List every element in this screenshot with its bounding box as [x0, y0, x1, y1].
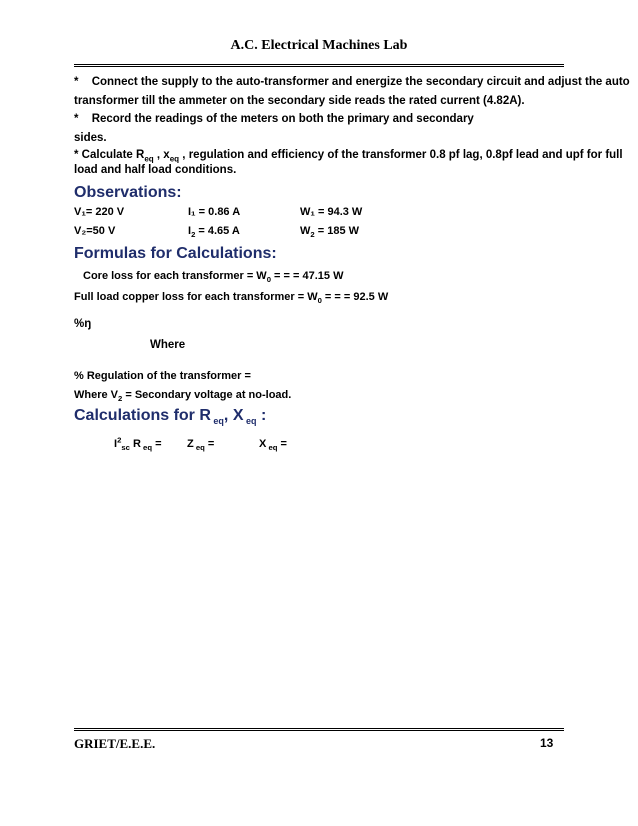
calc-heading-text: Calculations for R: [74, 407, 211, 424]
x-equals: =: [277, 438, 287, 450]
efficiency-label: %ŋ: [74, 318, 92, 330]
core-loss-formula: [83, 270, 344, 285]
observation-v1: V₁= 220 V: [74, 206, 125, 218]
r-label: R: [129, 438, 141, 450]
z-subscript: eq: [193, 443, 205, 453]
r-subscript: eq: [140, 443, 153, 453]
where-v2-text: Where V: [74, 389, 119, 401]
step-3-text-mid: , x: [153, 149, 170, 161]
calc-heading-colon: :: [256, 407, 267, 424]
i2-subscript: 2: [191, 230, 196, 240]
req-subscript: eq: [144, 154, 154, 164]
step-2: [74, 113, 474, 125]
footer-institution: GRIET/E.E.E.: [74, 736, 156, 751]
step-3-text-post: , regulation and efficiency of the transformer 0.8 pf lag, 0.8pf lead and upf for full: [179, 149, 623, 161]
calc-heading-mid: , X: [223, 407, 244, 424]
step-1-bullet: *: [74, 76, 79, 88]
header-divider: [74, 64, 564, 67]
x-label: X: [259, 438, 267, 450]
step-2-line-2: sides.: [74, 132, 107, 144]
step-1-line-1: Connect the supply to the auto-transformer and energize the secondary circuit and adjust the auto: [91, 76, 630, 88]
i2-label: I: [188, 225, 192, 237]
observations-heading: Observations:: [74, 184, 182, 201]
copper-loss-text: Full load copper loss for each transformer = W: [74, 291, 318, 303]
w2-subscript: 2: [310, 230, 315, 240]
step-1-line-2: transformer till the ammeter on the secondary side reads the rated current (4.82A).: [74, 95, 525, 107]
i2-value: = 4.65 A: [195, 225, 240, 237]
footer-divider: [74, 728, 564, 731]
calc-heading-xeq-subscript: eq: [243, 416, 257, 427]
step-2-line-1: Record the readings of the meters on both the primary and secondary: [91, 113, 474, 125]
formulas-heading: Formulas for Calculations:: [74, 245, 277, 262]
core-loss-value: = = = 47.15 W: [270, 270, 344, 282]
core-loss-text: Core loss for each transformer = W: [83, 270, 267, 282]
step-2-bullet: *: [74, 113, 79, 125]
copper-loss-subscript: 0: [317, 296, 322, 306]
w2-label: W: [300, 225, 311, 237]
x-subscript: eq: [266, 443, 278, 453]
calculations-heading: [74, 407, 266, 425]
regulation-formula: % Regulation of the transformer =: [74, 370, 251, 382]
copper-loss-formula: [74, 291, 389, 306]
xeq-subscript: eq: [169, 154, 180, 164]
where-v2-description: = Secondary voltage at no-load.: [122, 389, 292, 401]
page-header-title: A.C. Electrical Machines Lab: [230, 38, 408, 53]
calc-xeq: [259, 438, 287, 453]
isc-label: I: [114, 438, 118, 450]
v2-subscript: 2: [118, 394, 123, 404]
isc-subscript: sc: [121, 443, 130, 453]
where-label: Where: [150, 339, 186, 351]
r-equals: =: [152, 438, 162, 450]
step-3-line-1: [74, 149, 623, 164]
page-number: 13: [540, 736, 554, 750]
observation-i1: I₁ = 0.86 A: [188, 206, 241, 218]
z-label: Z: [187, 438, 194, 450]
observation-v2: V₂=50 V: [74, 225, 116, 237]
calc-zeq: [187, 438, 215, 453]
calc-heading-req-subscript: eq: [210, 416, 224, 427]
calc-i2sc-req: [114, 435, 162, 453]
observation-w1: W₁ = 94.3 W: [300, 206, 363, 218]
step-3-line-2: load and half load conditions.: [74, 164, 237, 176]
observation-i2: [188, 225, 240, 240]
copper-loss-value: = = = 92.5 W: [321, 291, 389, 303]
where-v2-note: [74, 389, 292, 404]
step-1: [74, 76, 630, 88]
step-3-text: * Calculate R: [74, 149, 145, 161]
isc-superscript: 2: [117, 435, 122, 445]
observation-w2: [300, 225, 359, 240]
z-equals: =: [204, 438, 215, 450]
core-loss-subscript: 0: [266, 275, 271, 285]
w2-value: = 185 W: [314, 225, 359, 237]
